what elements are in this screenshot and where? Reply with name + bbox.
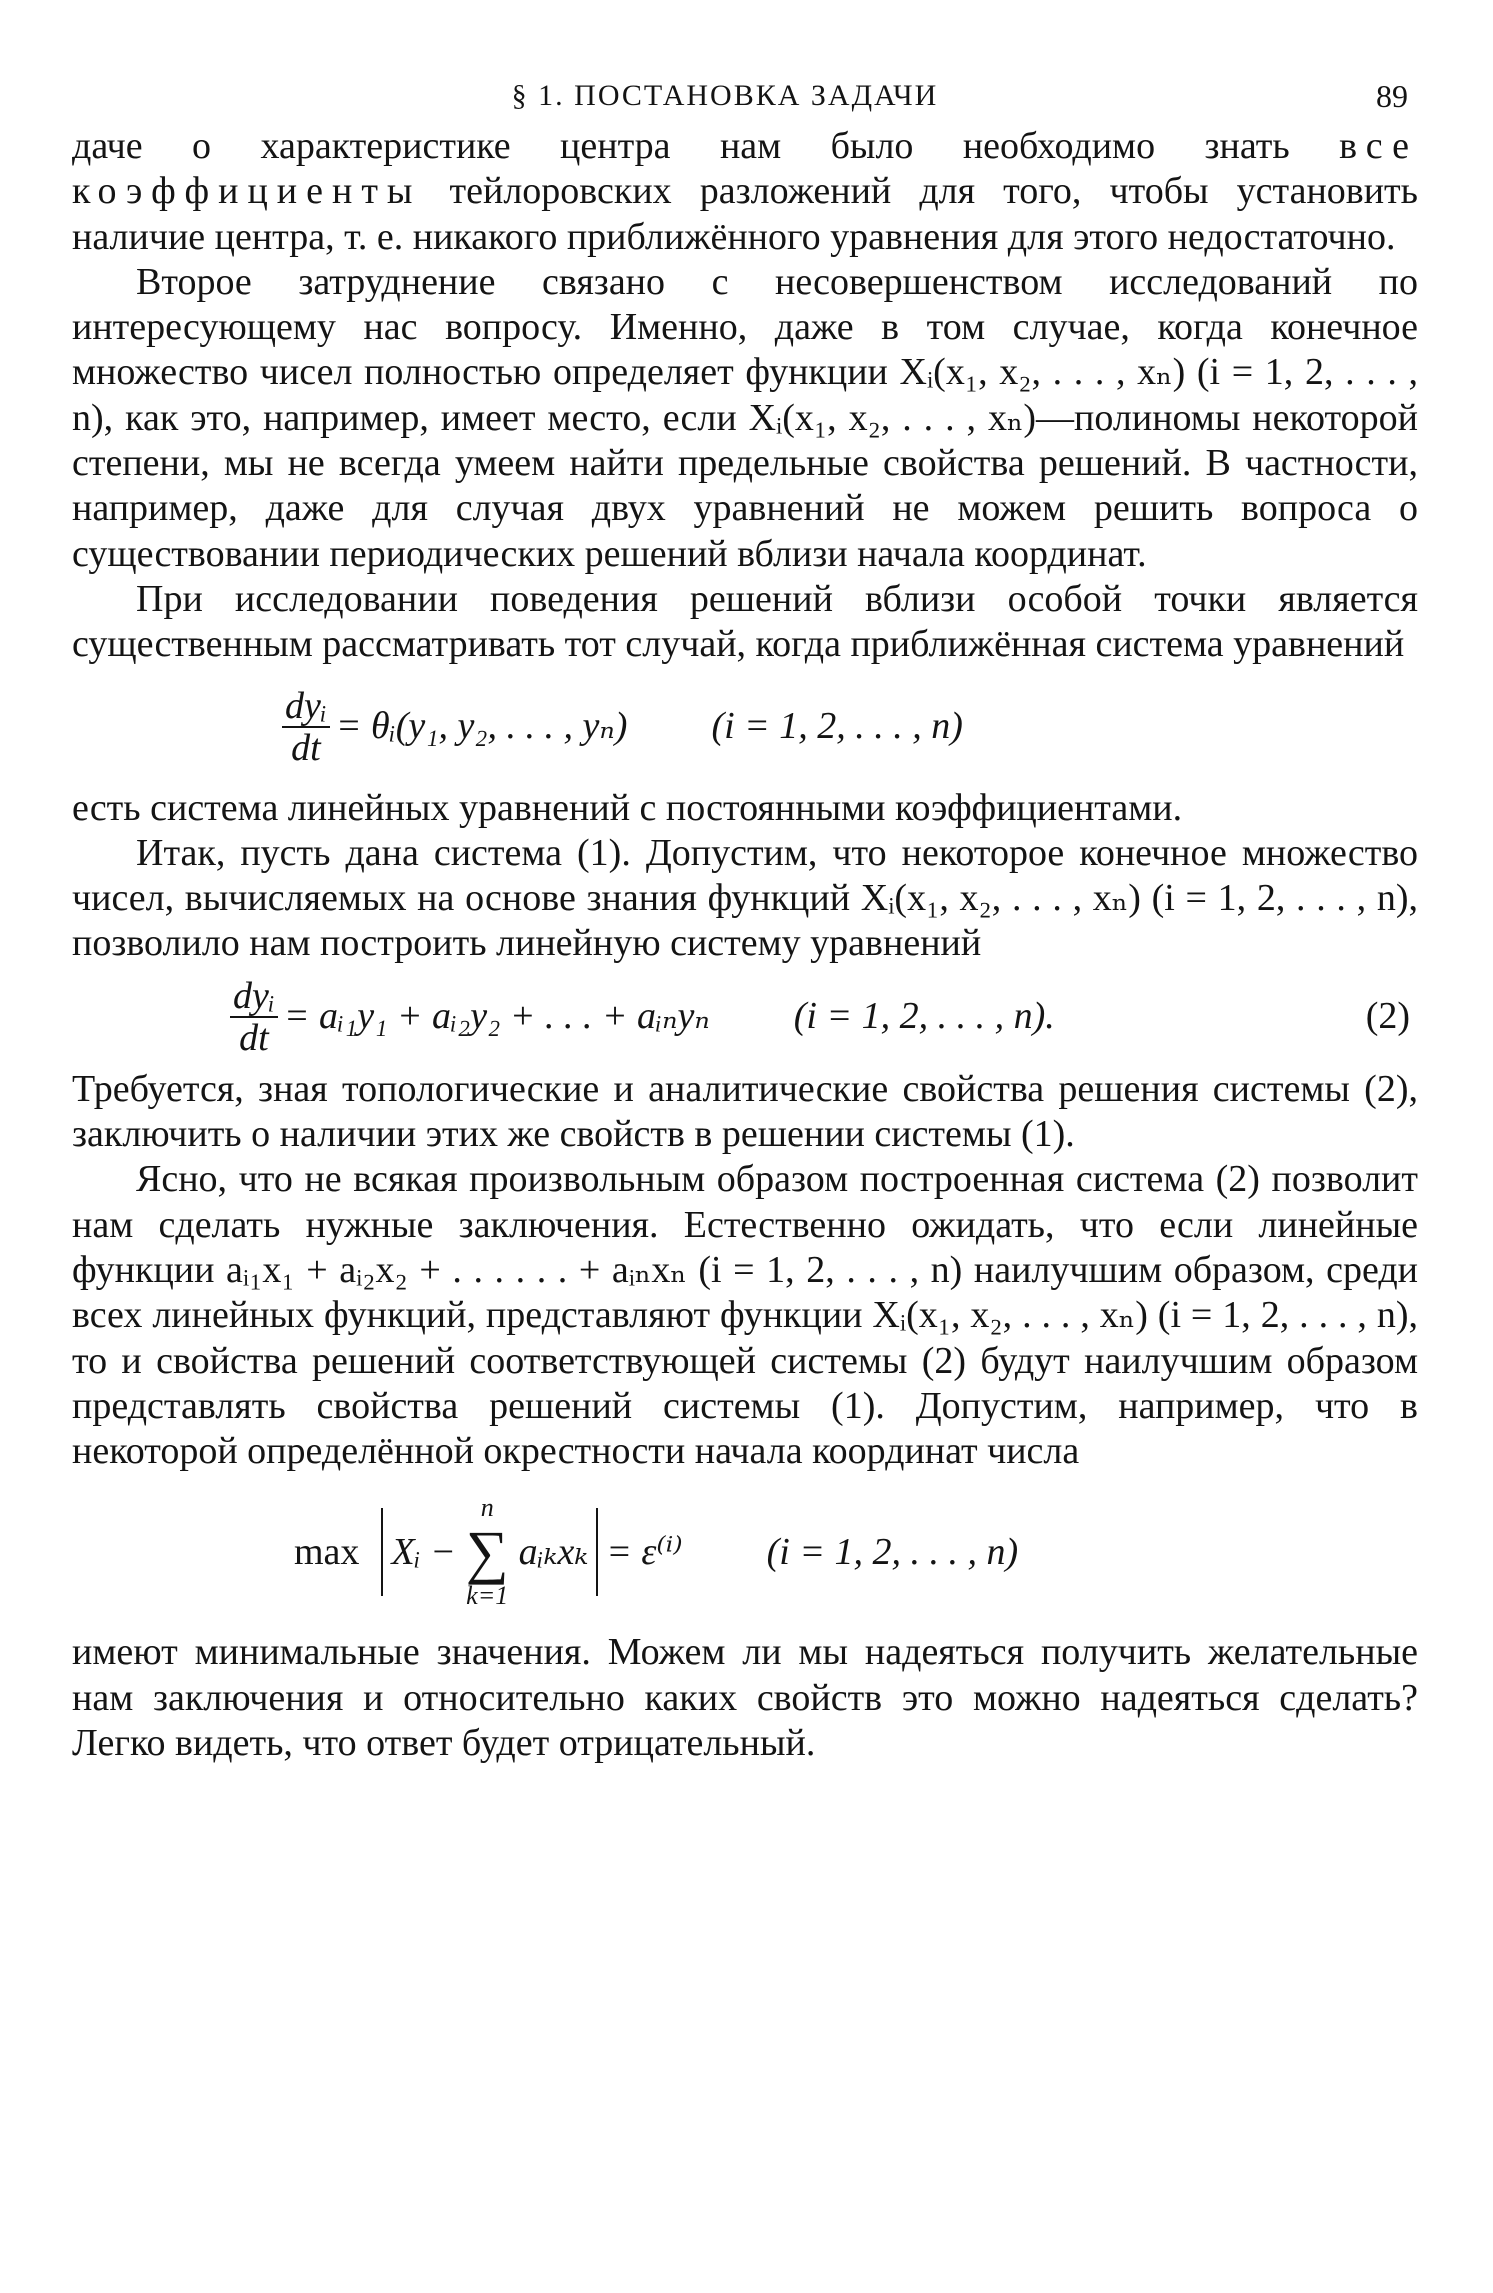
paragraph-5: Итак, пусть дана система (1). Допустим, что некоторое конечное множество чисел, вычисляемых на основе знания функций Xᵢ(x₁, x₂, . . . , xₙ) (i = 1, 2, . . . , n), позволило нам построить линейную систему уравнений (72, 831, 1418, 965)
abs-bar-left (381, 1508, 383, 1596)
summation (466, 1494, 509, 1610)
page-header (72, 68, 1418, 124)
paragraph-1-end: тейлоровских разложений для того, чтобы установить наличие центра, т. е. никакого приближённого уравнения для этого недостаточно. (72, 170, 1418, 258)
paragraph-6: Требуется, зная топологические и аналитические свойства решения системы (2), заключить о наличии этих же свойств в решении системы (1). (72, 1067, 1418, 1156)
paragraph-1-start: даче о характеристике центра нам было необходимо знать (72, 125, 1340, 167)
formula-condition: (i = 1, 2, . . . , n). (793, 995, 1055, 1038)
derivative-fraction (230, 976, 278, 1058)
equation-number: (2) (1365, 995, 1410, 1038)
sigma-symbol: ∑ (465, 1519, 509, 1586)
paragraph-7: Ясно, что не всякая произвольным образом построенная система (2) позволит нам сделать нужные заключения. Естественно ожидать, что если линейные функции aᵢ₁x₁ + aᵢ₂x₂ + . . . . . . + aᵢₙxₙ (i = 1, 2, . . . , n) наилучшим образом, среди всех линейных функций, представляют функции Xᵢ(x₁, x₂, . . . , xₙ) (i = 1, 2, . . . , n), то и свойства решений соответствующей системы (2) будут наилучшим образом представлять свойства решений системы (1). Допустим, например, что в некоторой определённой окрестности начала координат числа (72, 1158, 1418, 1473)
sum-upper-limit: n (480, 1493, 494, 1523)
paragraph-2: Второе затруднение связано с несовершенством исследований по интересующему нас вопросу. Именно, даже в том случае, когда конечное множество чисел полностью определяет функции Xᵢ(x₁, x₂, . . . , xₙ) (i = 1, 2, . . . , n), как это, например, имеет место, если Xᵢ(x₁, x₂, . . . , xₙ)—полиномы некоторой степени, мы не всегда умеем найти предельные свойства решений. В частности, например, даже для случая двух уравнений не можем решить вопроса о существовании периодических решений вблизи начала координат. (72, 260, 1418, 575)
sum-lower-limit: k=1 (466, 1581, 509, 1611)
formula-approx-system (72, 668, 1418, 786)
paragraph-3: При исследовании поведения решений вблизи особой точки является существенным рассматривать тот случай, когда приближённая система уравнений (72, 577, 1418, 666)
formula-condition: (i = 1, 2, . . . , n) (711, 705, 963, 748)
paragraph-8: имеют минимальные значения. Можем ли мы надеяться получить желательные нам заключения и относительно каких свойств это можно надеяться сделать? Легко видеть, что ответ будет отрицательный. (72, 1631, 1418, 1765)
max-operator: max (294, 1530, 360, 1573)
fraction-numerator: dyᵢ (282, 686, 330, 728)
formula-rhs: = ε⁽ⁱ⁾ (606, 1530, 683, 1573)
formula-lhs: Xᵢ − (391, 1530, 456, 1573)
running-title: § 1. ПОСТАНОВКА ЗАДАЧИ (511, 79, 939, 112)
abs-bar-right (596, 1508, 598, 1596)
spaced-emphasis: все коэффициенты (72, 125, 1418, 213)
derivative-fraction (282, 686, 330, 768)
fraction-denominator: dt (291, 726, 321, 769)
formula-rhs: = aᵢ₁y₁ + aᵢ₂y₂ + . . . + aᵢₙyₙ (283, 995, 710, 1038)
paragraph-1 (72, 124, 1418, 260)
formula-max-deviation (72, 1474, 1418, 1630)
formula-condition: (i = 1, 2, . . . , n) (766, 1530, 1019, 1573)
fraction-numerator: dyᵢ (230, 976, 278, 1018)
formula-rhs: = θᵢ(y₁, y₂, . . . , yₙ) (335, 705, 628, 748)
sum-term: aᵢₖxₖ (518, 1530, 589, 1573)
fraction-denominator: dt (239, 1016, 269, 1059)
formula-linear-system (72, 967, 1418, 1067)
page-number: 89 (1376, 78, 1408, 114)
paragraph-4: есть система линейных уравнений с постоянными коэффициентами. (72, 786, 1183, 829)
